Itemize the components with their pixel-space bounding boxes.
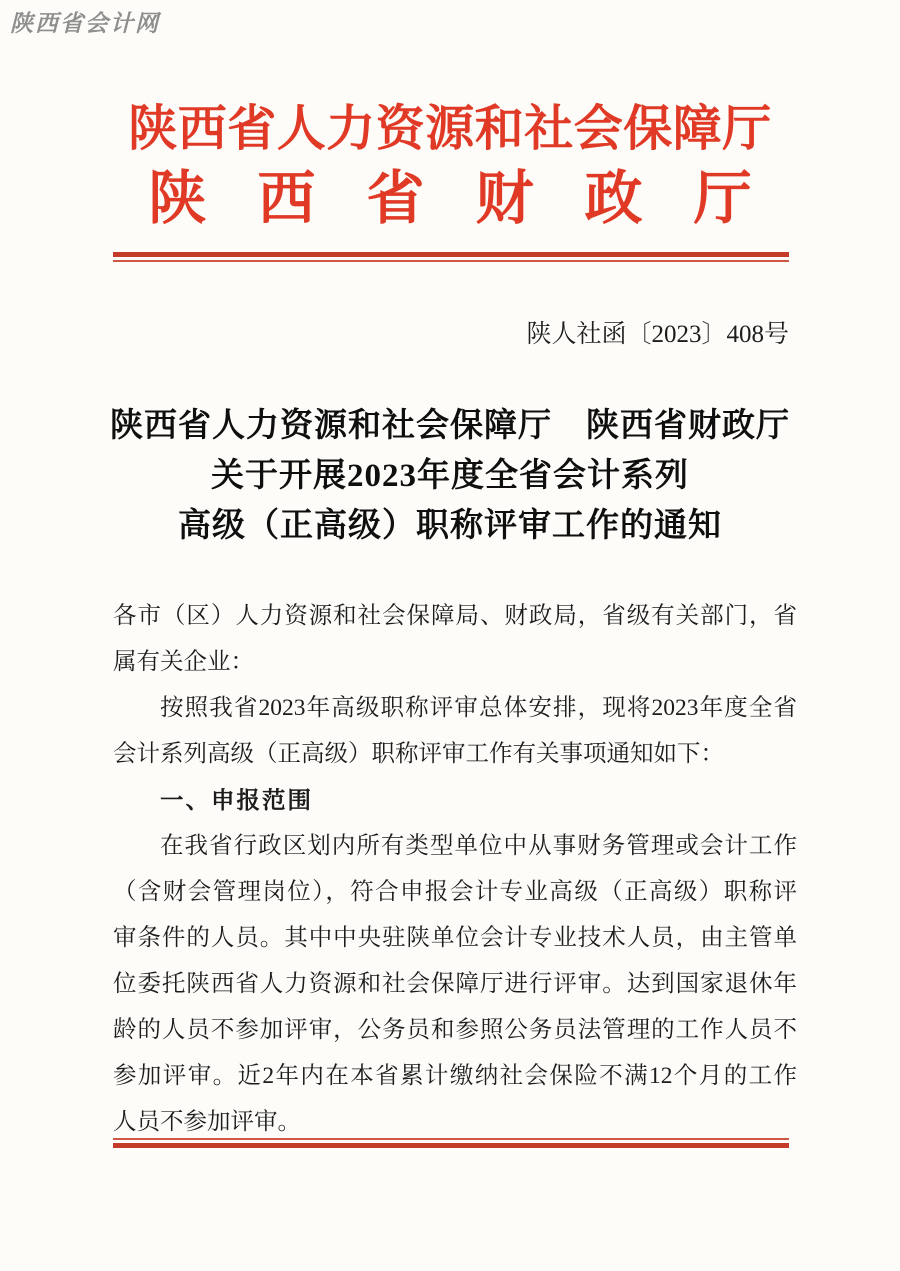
letterhead	[0, 94, 900, 234]
notice-title	[0, 401, 900, 551]
intro-paragraph-line1: 按照我省2023年高级职称评审总体安排，现将2023年度全省	[160, 695, 797, 721]
red-separator-bottom-thick-line	[113, 1143, 789, 1148]
section1-paragraph-line1: 在我省行政区划内所有类型单位中从事财务管理或会计工作	[160, 833, 797, 859]
section1-paragraph-line5: 龄的人员不参加评审，公务员和参照公务员法管理的工作人员不	[113, 1017, 797, 1043]
section1-paragraph-line2: （含财会管理岗位），符合申报会计专业高级（正高级）职称评	[113, 879, 797, 905]
section1-paragraph-line4: 位委托陕西省人力资源和社会保障厅进行评审。达到国家退休年	[113, 971, 797, 997]
document-number: 陕人社函〔2023〕408号	[526, 321, 789, 348]
red-separator-top	[113, 252, 789, 262]
site-watermark: 陕西省会计网	[10, 10, 160, 36]
section1-heading: 一、申报范围	[160, 787, 313, 813]
letterhead-agency-line1: 陕西省人力资源和社会保障厅	[128, 101, 772, 156]
red-separator-bottom	[113, 1138, 789, 1148]
section1-paragraph-line3: 审条件的人员。其中中央驻陕单位会计专业技术人员，由主管单	[113, 925, 797, 951]
section1-paragraph-line7: 人员不参加评审。	[113, 1109, 301, 1135]
notice-title-line2: 关于开展2023年度全省会计系列	[211, 458, 689, 494]
salutation-line2: 属有关企业：	[113, 649, 254, 675]
notice-title-line1: 陕西省人力资源和社会保障厅 陕西省财政厅	[110, 408, 790, 444]
notice-body	[113, 593, 797, 1145]
red-separator-top-thin-line	[113, 260, 789, 262]
letterhead-agency-line2: 陕西省财政厅	[148, 166, 803, 231]
intro-paragraph-line2: 会计系列高级（正高级）职称评审工作有关事项通知如下：	[113, 741, 724, 767]
notice-title-line3: 高级（正高级）职称评审工作的通知	[178, 508, 722, 544]
section1-paragraph-line6: 参加评审。近2年内在本省累计缴纳社会保险不满12个月的工作	[113, 1063, 797, 1089]
salutation-line1: 各市（区）人力资源和社会保障局、财政局，省级有关部门，省	[113, 603, 797, 629]
